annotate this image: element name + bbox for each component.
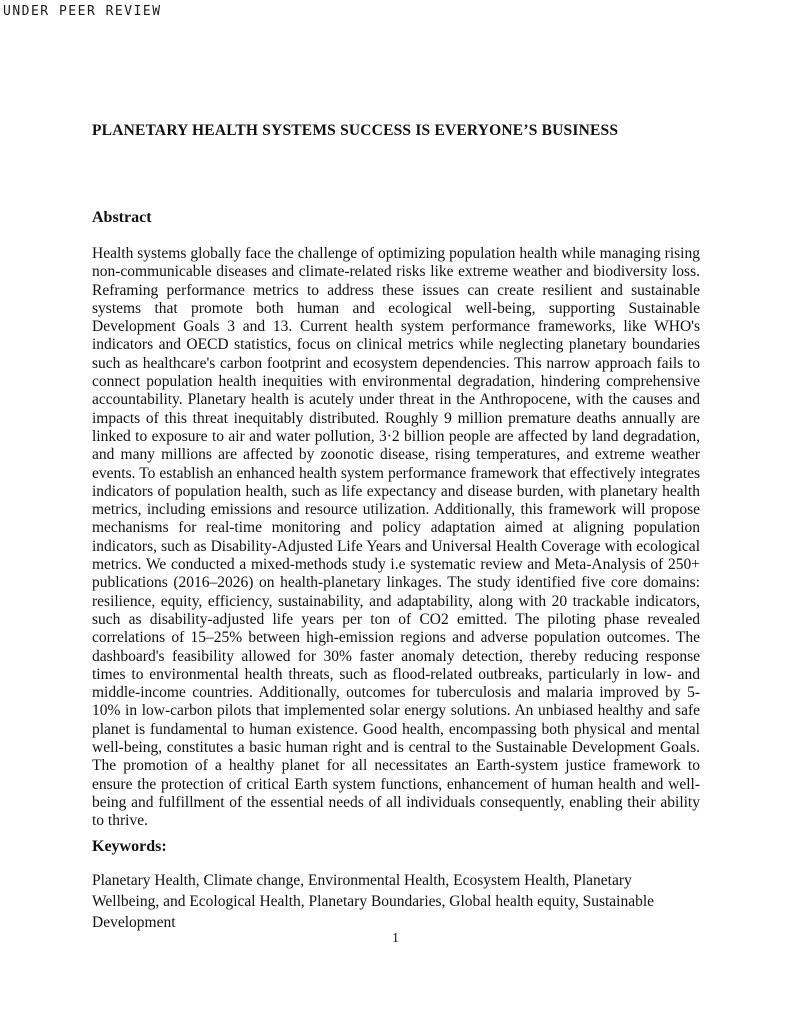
keywords-heading: Keywords: <box>92 837 167 855</box>
keywords-text: Planetary Health, Climate change, Environmental Health, Ecosystem Health, Planetary Wellbeing, and Ecological Health, Planetary Boundaries, Global health equity, Sustainable Development <box>92 871 655 931</box>
abstract-heading: Abstract <box>92 209 152 226</box>
abstract-text: Health systems globally face the challenge of optimizing population health while managing rising non-communicable diseases and climate-related risks like extreme weather and biodiversity loss. Reframing performance metrics to address these issues can create resilient and sustainable systems that promote both human and ecological well-being, supporting Sustainable Development Goals 3 and 13. Current health system performance frameworks, like WHO's indicators and OECD statistics, focus on clinical metrics while neglecting planetary boundaries such as healthcare's carbon footprint and ecosystem dependencies. This narrow approach fails to connect population health inequities with environmental degradation, hindering comprehensive accountability. Planetary health is acutely under threat in the Anthropocene, with the causes and impacts of this threat inequitably distributed. Roughly 9 million premature deaths annually are linked to exposure to air and water pollution, 3·2 billion people are affected by land degradation, and many millions are affected by zoonotic disease, rising temperatures, and extreme weather events. To establish an enhanced health system performance framework that effectively integrates indicators of population health, such as life expectancy and disease burden, with planetary health metrics, including emissions and resource utilization. Additionally, this framework will propose mechanisms for real-time monitoring and policy adaptation aimed at aligning population indicators, such as Disability-Adjusted Life Years and Universal Health Coverage with ecological metrics. We conducted a mixed-methods study i.e systematic review and Meta-Analysis of 250+ publications (2016–2026) on health-planetary linkages. The study identified five core domains: resilience, equity, efficiency, sustainability, and adaptability, along with 20 trackable indicators, such as disability-adjusted life years per ton of CO2 emitted. The piloting phase revealed correlations of 15–25% between high-emission regions and adverse population outcomes. The dashboard's feasibility allowed for 30% faster anomaly detection, thereby reducing response times to environmental health threats, such as flood-related outbreaks, particularly in low- and middle-income countries. Additionally, outcomes for tuberculosis and malaria improved by 5-10% in low-carbon pilots that implemented solar energy solutions. An unbiased healthy and safe planet is fundamental to human existence. Good health, encompassing both physical and mental well-being, constitutes a basic human right and is central to the Sustainable Development Goals. The promotion of a healthy planet for all necessitates an Earth-system justice framework to ensure the protection of critical Earth system functions, enhancement of human health and well-being and fulfillment of the essential needs of all individuals consequently, enabling their ability to thrive. <box>92 245 700 830</box>
peer-review-watermark: UNDER PEER REVIEW <box>3 4 162 19</box>
paper-title: PLANETARY HEALTH SYSTEMS SUCCESS IS EVERYONE’S BUSINESS <box>92 122 619 139</box>
page-number: 1 <box>392 930 399 945</box>
page-content <box>92 122 700 933</box>
